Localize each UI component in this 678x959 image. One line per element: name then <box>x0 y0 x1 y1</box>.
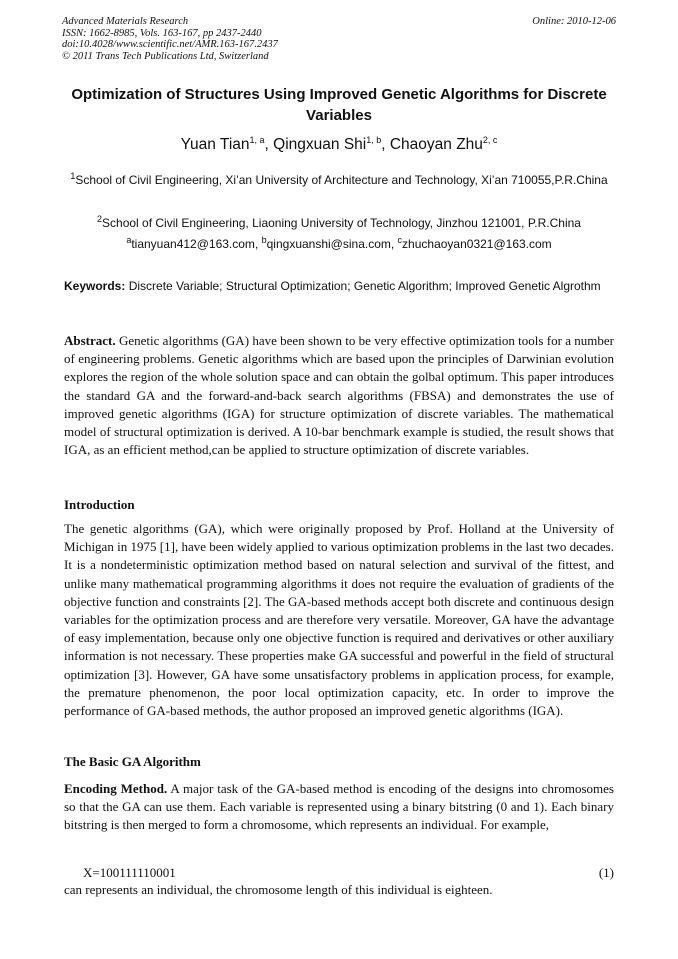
author-name: Yuan Tian <box>180 136 250 153</box>
author-superscript: 2, c <box>482 134 498 145</box>
abstract-text: Genetic algorithms (GA) have been shown to be very effective optimization tools for a number of engineering problems. Genetic algorithms which are based upon the principles of Darwinian evolution explores the region of the whole solution space and can obtain the golbal optimum. This paper introduces the standard GA and the forward-and-back search algorithms (FBSA) and demonstrates the use of improved genetic algorithms (IGA) for structure optimization of discrete variables. The mathematical model of structural optimization is derived. A 10-bar benchmark example is studied, the result shows that IGA, as an efficient method,can be applied to structure optimization of discrete variables. <box>64 333 614 458</box>
email-superscript: c <box>397 235 403 245</box>
introduction-paragraph: The genetic algorithms (GA), which were originally proposed by Prof. Holland at the University of Michigan in 1975 [1], have been widely applied to various optimization problems in the last two decades. It is a nondeterministic optimization method based on natural selection and survival of the fittest, and unlike many mathematical programming algorithms it does not require the evaluation of gradients of the objective function and constraints [2]. The GA-based methods accept both discrete and continuous design variables for the optimization process and are therefore very versatile. Moreover, GA have the advantage of easy implementation, because only one objective function is required and derivatives or other auxiliary information is not necessary. These properties make GA successful and powerful in the field of structural optimization [3]. However, GA have some unsatisfactory problems in application process, for example, the premature phenomenon, the poor local optimization capacity, etc. In order to improve the performance of GA-based methods, the author proposed an improved genetic algorithms (IGA). <box>64 521 614 719</box>
author-name: Chaoyan Zhu <box>389 136 483 153</box>
equation-text: X=100111110001 <box>83 865 176 880</box>
encoding-text: A major task of the GA-based method is encoding of the designs into chromosomes so that the GA can use them. Each variable is represented using a binary bitstring (0 and 1). Each binary bitstring is then merged to form a chromosome, which represents an individual. For example, <box>64 781 614 833</box>
equation-1 <box>83 865 614 881</box>
post-equation-text: can represents an individual, the chromosome length of this individual is eighteen. <box>64 882 493 897</box>
affiliation <box>60 213 618 233</box>
journal-name: Advanced Materials Research <box>62 16 189 27</box>
issn-line: ISSN: 1662-8985, Vols. 163-167, pp 2437-2440 <box>62 27 262 39</box>
section-heading-introduction: Introduction <box>64 497 135 512</box>
online-date: Online: 2010-12-06 <box>532 16 616 27</box>
copyright-line: © 2011 Trans Tech Publications Ltd, Switzerland <box>62 50 269 62</box>
doi-line: doi:10.4028/www.scientific.net/AMR.163-167.2437 <box>62 39 278 50</box>
email-list: $^a$tianyuan412@163.com, $^b$qingxuanshi@sina.com, $^c$zhuchaoyan0321@163.com <box>126 235 552 251</box>
keywords-text: Discrete Variable; Structural Optimization; Genetic Algorithm; Improved Genetic Algrothm <box>128 279 601 293</box>
paper-title: Optimization of Structures Using Improved Genetic Algorithms for Discrete Variables <box>71 86 607 124</box>
author-name: Qingxuan Shi <box>273 136 367 153</box>
author-list: Yuan Tian$^{1, a}$, Qingxuan Shi$^{1, b}$, Chaoyan Zhu$^{2, c}$ <box>180 134 498 153</box>
author-superscript: 1, a <box>249 134 265 145</box>
affiliation-text: School of Civil Engineering, Xi’an University of Architecture and Technology, Xi’an 710055,P.R.China <box>75 173 608 187</box>
affiliation-text: School of Civil Engineering, Liaoning University of Technology, Jinzhou 121001, P.R.China <box>102 216 581 230</box>
abstract-label: Abstract. <box>64 333 116 348</box>
encoding-paragraph <box>64 780 614 835</box>
abstract <box>64 332 614 459</box>
affiliation-superscript: 2 <box>97 214 103 224</box>
email-superscript: b <box>261 235 267 245</box>
affiliation <box>60 170 618 190</box>
equation-number: (1) <box>598 865 614 880</box>
email-superscript: a <box>126 235 132 245</box>
encoding-label: Encoding Method. <box>64 781 168 796</box>
keywords <box>64 277 614 295</box>
email-address: tianyuan412@163.com <box>131 237 255 251</box>
affiliation-superscript: 1 <box>70 171 76 181</box>
email-address: zhuchaoyan0321@163.com <box>402 237 552 251</box>
keywords-label: Keywords: <box>64 279 126 293</box>
email-address: qingxuanshi@sina.com <box>266 237 391 251</box>
section-heading-basic-ga: The Basic GA Algorithm <box>64 754 201 769</box>
author-superscript: 1, b <box>366 134 382 145</box>
journal-header <box>62 16 616 62</box>
